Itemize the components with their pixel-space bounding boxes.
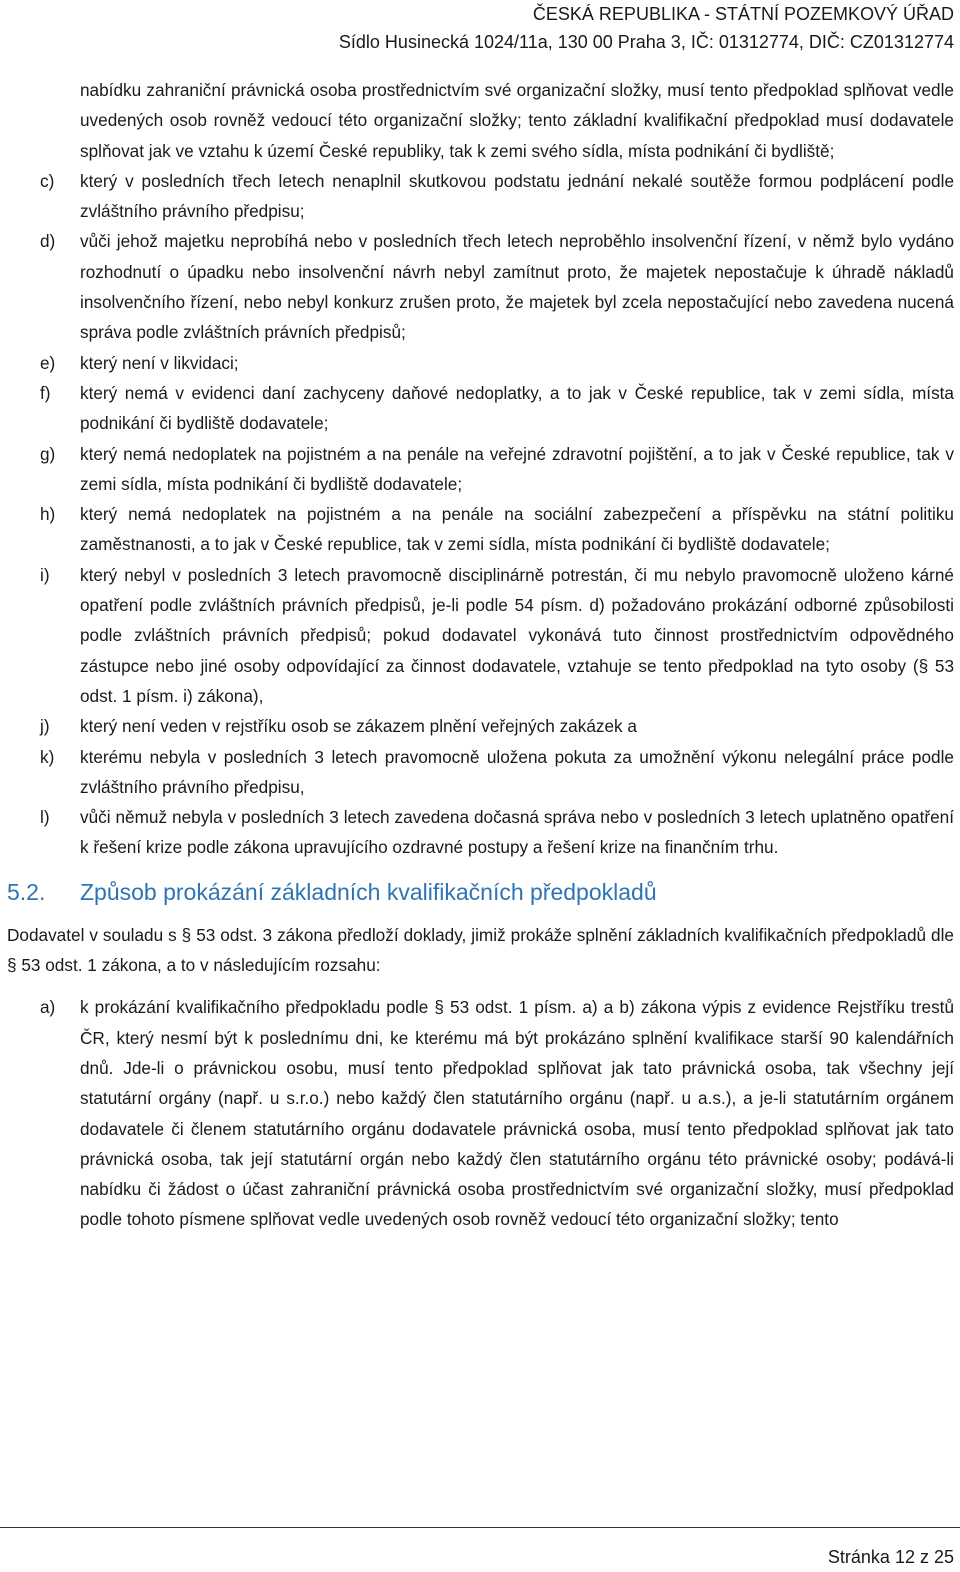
list-item-text: který není v likvidaci; — [80, 352, 239, 373]
list-marker: c) — [40, 170, 55, 191]
section-number: 5.2. — [7, 878, 46, 905]
list-item-text: vůči jehož majetku neprobíhá nebo v posledních třech letech neproběhlo insolvenční řízení, v němž bylo vydáno rozhodnutí o úpadku nebo insolvenční návrh nebyl zamítnut proto, že majetek nepostačuje k úhradě nákladů insolvenčního řízení, nebo nebyl konkurz zrušen proto, že majetek byl zcela nepostačující nebo zavedena nucená správa podle zvláštních právních předpisů; — [80, 231, 954, 343]
list-item — [7, 348, 954, 378]
list-item — [7, 499, 954, 560]
list-item — [7, 560, 954, 711]
list-marker: e) — [40, 352, 56, 373]
list-item — [7, 742, 954, 803]
section-title: Způsob prokázání základních kvalifikačních předpokladů — [80, 878, 657, 905]
list-marker: d) — [40, 231, 56, 252]
page-number: Stránka 12 z 25 — [827, 1547, 954, 1567]
list-item — [7, 711, 954, 741]
list-item — [7, 226, 954, 347]
continuation-paragraph: nabídku zahraniční právnická osoba prostřednictvím své organizační složky, musí tento předpoklad splňovat vedle uvedených osob rovněž vedoucí této organizační složky; tento základní kvalifikační předpoklad musí dodavatele splňovat jak ve vztahu k území České republiky, tak k zemi svého sídla, místa podnikání či bydliště; — [80, 80, 954, 161]
page-header — [254, 0, 954, 56]
footer-divider — [0, 1527, 960, 1528]
section-intro: Dodavatel v souladu s § 53 odst. 3 zákona předloží doklady, jimiž prokáže splnění základních kvalifikačních předpokladů dle § 53 odst. 1 zákona, a to v následujícím rozsahu: — [7, 924, 954, 976]
list-item-text: který nemá nedoplatek na pojistném a na penále na sociální zabezpečení a příspěvku na státní politiku zaměstnanosti, a to jak v České republice, tak v zemi sídla, místa podnikání či bydliště dodavatele; — [80, 504, 954, 555]
list-item — [7, 166, 954, 227]
list-marker: a) — [40, 997, 56, 1018]
list-item-text: který v posledních třech letech nenaplnil skutkovou podstatu jednání nekalé soutěže formou podplácení podle zvláštního právního předpisu; — [80, 170, 954, 222]
list-item — [7, 439, 954, 500]
list-marker: h) — [40, 504, 56, 525]
list-item-text: kterému nebyla v posledních 3 letech pravomocně uložena pokuta za umožnění výkonu nelegální práce podle zvláštního právního předpisu, — [80, 746, 954, 797]
list-item-text: který nemá v evidenci daní zachyceny daňové nedoplatky, a to jak v České republice, tak v zemi sídla, místa podnikání či bydliště dodavatele; — [80, 382, 954, 434]
list-marker: k) — [40, 746, 55, 767]
list-item-text: který nebyl v posledních 3 letech pravomocně disciplinárně potrestán, či mu nebylo pravomocně uloženo kárné opatření podle zvláštních právních předpisů, je-li podle 54 písm. d) požadováno prokázání odborné způsobilosti podle zvláštních právních předpisů; pokud dodavatel vykonává tuto činnost prostřednictvím odpovědného zástupce nebo jiné osoby odpovídající za činnost dodavatele, vztahuje se tento předpoklad na tyto osoby (§ 53 odst. 1 písm. i) zákona), — [80, 564, 954, 706]
requirements-list — [7, 166, 954, 863]
list-item — [7, 992, 954, 1234]
list-item-text: který nemá nedoplatek na pojistném a na penále na veřejné zdravotní pojištění, a to jak v České republice, tak v zemi sídla, místa podnikání či bydliště dodavatele; — [80, 443, 954, 494]
document-body — [7, 75, 954, 1235]
list-marker: i) — [40, 564, 50, 585]
list-marker: j) — [40, 716, 50, 737]
list-marker: l) — [40, 807, 50, 828]
list-item — [7, 378, 954, 439]
list-marker: f) — [40, 382, 51, 403]
list-item-text: k prokázání kvalifikačního předpokladu podle § 53 odst. 1 písm. a) a b) zákona výpis z evidence Rejstříku trestů ČR, který nesmí být k poslednímu dni, ke kterému má být prokázáno splnění kvalifikace starší 90 kalendářních dnů. Jde-li o právnickou osobu, musí tento předpoklad splňovat jak tato právnická osoba, tak všechny její statutární orgány (např. u s.r.o.) nebo každý člen statutárního orgánu (např. u a.s.), a je-li statutárním orgánem dodavatele či členem statutárního orgánu dodavatele právnická osoba, musí tento předpoklad splňovat jak tato právnická osoba, tak její statutární orgán nebo každý člen statutárního orgánu této právnické osoby; podává-li nabídku či žádost o účast zahraniční právnická osoba prostřednictvím své organizační složky, musí předpoklad podle tohoto písmene splňovat vedle uvedených osob rovněž vedoucí této organizační složky; tento — [80, 997, 954, 1230]
list-item-text: který není veden v rejstříku osob se zákazem plnění veřejných zakázek a — [80, 716, 637, 737]
list-marker: g) — [40, 443, 56, 464]
header-organization: ČESKÁ REPUBLIKA - STÁTNÍ POZEMKOVÝ ÚŘAD — [532, 4, 954, 24]
section-heading — [7, 872, 954, 912]
list-item — [7, 802, 954, 863]
list-item-text: vůči němuž nebyla v posledních 3 letech zavedena dočasná správa nebo v posledních 3 letech uplatněno opatření k řešení krize podle zákona upravujícího ozdravné postupy a řešení krize na finančním trhu. — [80, 807, 954, 858]
proof-list — [7, 992, 954, 1234]
header-address: Sídlo Husinecká 1024/11a, 130 00 Praha 3, IČ: 01312774, DIČ: CZ01312774 — [338, 32, 954, 52]
